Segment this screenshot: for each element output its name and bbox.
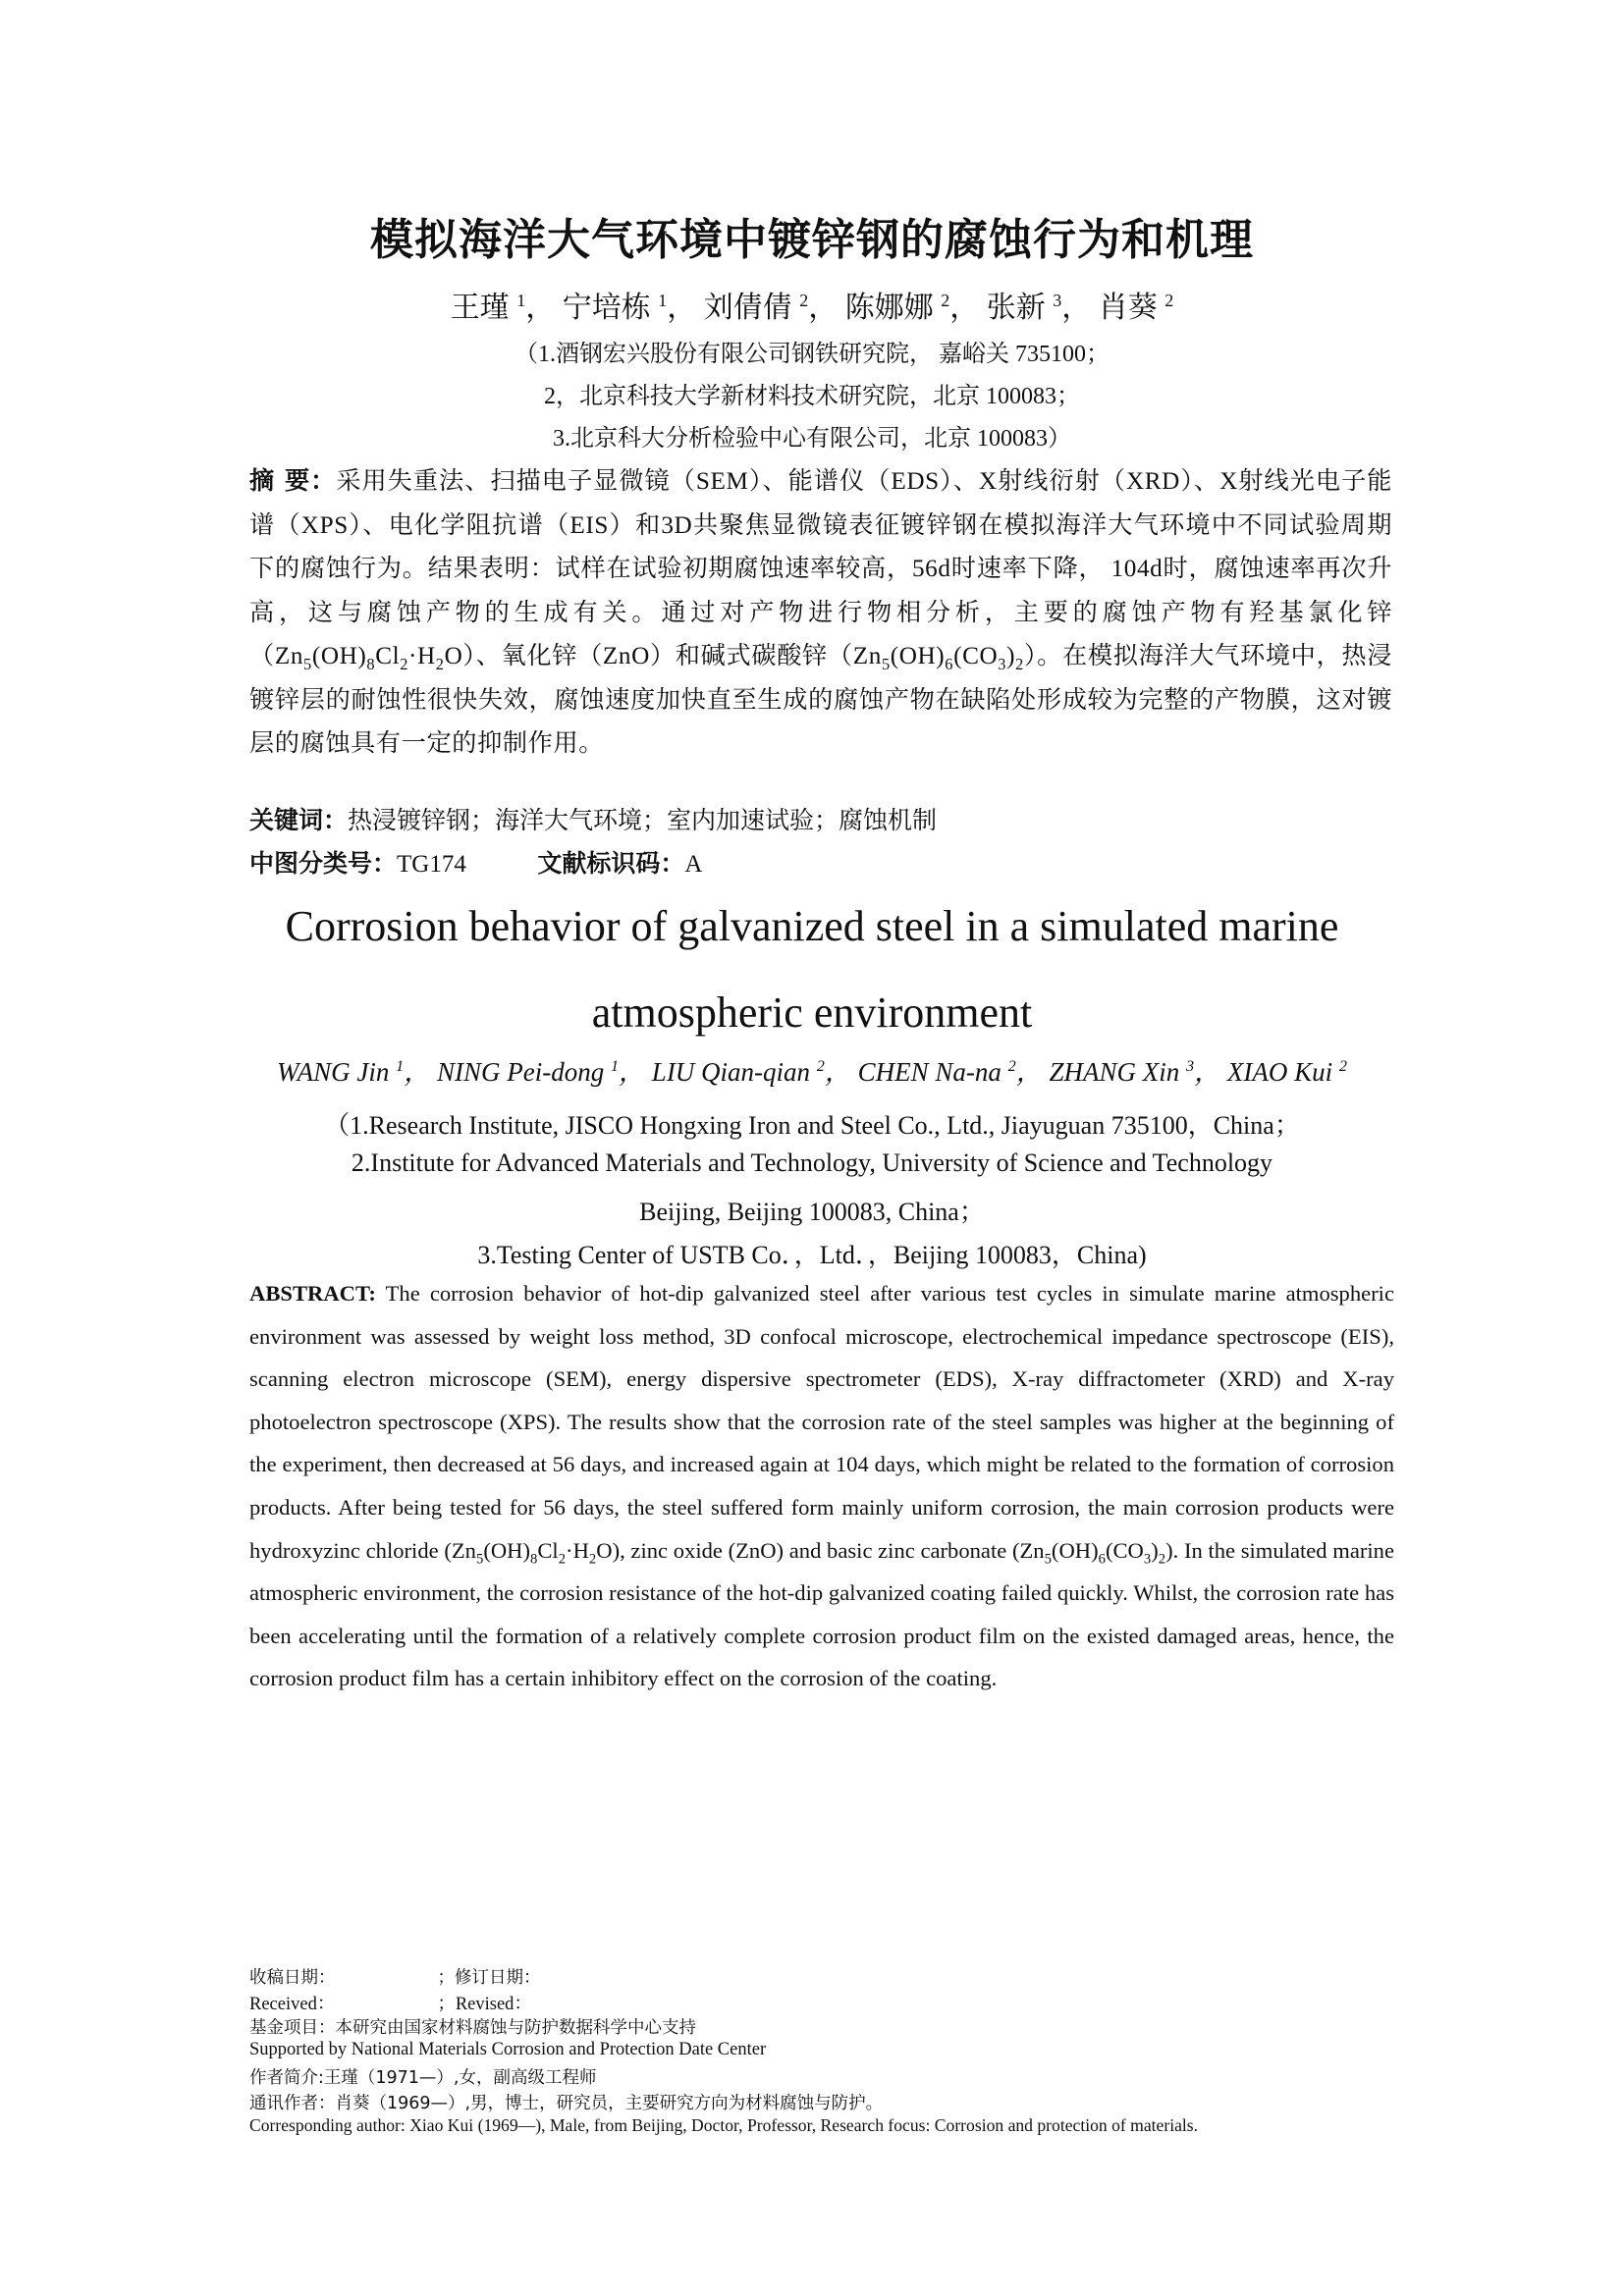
received-date-en: Received： ；Revised： bbox=[249, 1995, 532, 2014]
chinese-keywords bbox=[249, 801, 937, 836]
author-bio: 作者简介:王瑾（1971—）,女，副高级工程师 bbox=[249, 2068, 597, 2088]
formula-hydroxyzinc-chloride: $Zn_5(OH)_8Cl_2\cdot H_2O$ bbox=[451, 1537, 613, 1568]
chinese-affiliation-1: （1.酒钢宏兴股份有限公司钢铁研究院， 嘉峪关 735100； bbox=[514, 342, 1110, 367]
corresponding-author-en: Corresponding author: Xiao Kui (1969—), Male, from Beijing, Doctor, Professor, Research focus: Corrosion and protection of materials. bbox=[249, 2115, 1199, 2135]
english-title-line-2: atmospheric environment bbox=[591, 988, 1033, 1037]
author-name: ZHANG Xin bbox=[1049, 1057, 1180, 1087]
chinese-abstract-text: 采用失重法、扫描电子显微镜（SEM）、能谱仪（EDS）、X射线衍射（XRD）、X射线光电子能谱（XPS）、电化学阻抗谱（EIS）和3D共聚焦显微镜表征镀锌钢在模拟海洋大气环境中不同试验周期下的腐蚀行为。结果表明：试样在试验初期腐蚀速率较高，56d时速率下降， 104d时，腐蚀速率再次升高，这与腐蚀产物的生成有关。通过对产物进行物相分析，主要的腐蚀产物有羟基氯化锌（ bbox=[249, 468, 1392, 669]
english-abstract-label: ABSTRACT: bbox=[249, 1281, 376, 1306]
corresponding-author-cn: 通讯作者：肖葵（1969—）,男，博士，研究员，主要研究方向为材料腐蚀与防护。 bbox=[249, 2094, 884, 2113]
keywords-text: 热浸镀锌钢；海洋大气环境；室内加速试验；腐蚀机制 bbox=[348, 808, 938, 834]
author-name: 肖葵 bbox=[1098, 292, 1158, 324]
author-name: XIAO Kui bbox=[1226, 1057, 1333, 1087]
author-affiliation-mark: 1 bbox=[396, 1057, 405, 1075]
author-affiliation-mark: 3 bbox=[1186, 1057, 1195, 1075]
doc-label: 文献标识码： bbox=[537, 849, 685, 878]
author-name: 宁培栋 bbox=[562, 292, 651, 324]
chinese-affiliation-2: 2，北京科技大学新材料技术研究院，北京 100083； bbox=[544, 384, 1080, 409]
chinese-affiliation-3: 3.北京科大分析检验中心有限公司，北京 100083） bbox=[553, 426, 1071, 452]
fund-en: Supported by National Materials Corrosion and Protection Date Center bbox=[249, 2040, 767, 2059]
chinese-abstract-text: ）。在模拟海洋大气环境中，热浸镀锌层的耐蚀性很快失效，腐蚀速度加快直至生成的腐蚀产物在缺陷处形成较为完整的产物膜，这对镀层的腐蚀具有一定的抑制作用。 bbox=[249, 643, 1392, 757]
author-name: 陈娜娜 bbox=[844, 292, 934, 324]
author-name: 刘倩倩 bbox=[703, 292, 792, 324]
author-affiliation-mark: 1 bbox=[658, 291, 668, 310]
class-label: 中图分类号： bbox=[249, 849, 398, 878]
english-abstract-text: ), zinc oxide (ZnO) and basic zinc carbonate ( bbox=[612, 1537, 1020, 1563]
author-name: 王瑾 bbox=[450, 292, 510, 324]
chinese-title: 模拟海洋大气环境中镀锌钢的腐蚀行为和机理 bbox=[370, 215, 1254, 265]
english-authors: WANG Jin $^1$， NING Pei-dong $^1$， LIU Qian-qian $^2$， CHEN Na-na $^2$， ZHANG Xin $^3$， XIAO Kui $^2$ bbox=[277, 1057, 1347, 1087]
author-affiliation-mark: 2 bbox=[816, 1057, 825, 1075]
english-title-line-1: Corrosion behavior of galvanized steel in a simulated marine bbox=[285, 902, 1339, 950]
english-affiliation-2b: Beijing, Beijing 100083, China； bbox=[639, 1198, 985, 1226]
formula-basic-zinc-carbonate: $Zn_5(OH)_6(CO_3)_2$ bbox=[852, 643, 1024, 674]
formula-basic-zinc-carbonate: $Zn_5(OH)_6(CO_3)_2$ bbox=[1019, 1537, 1166, 1568]
author-affiliation-mark: 2 bbox=[799, 291, 809, 310]
author-name: 张新 bbox=[986, 292, 1046, 324]
formula-hydroxyzinc-chloride: $Zn_5(OH)_8Cl_2\cdot H_2O$ bbox=[274, 643, 463, 674]
author-name: NING Pei-dong bbox=[436, 1057, 605, 1087]
author-affiliation-mark: 1 bbox=[610, 1057, 620, 1075]
author-affiliation-mark: 1 bbox=[516, 291, 526, 310]
english-abstract-text: The corrosion behavior of hot-dip galvanized steel after various test cycles in simulate marine atmospheric environment was assessed by weight loss method, 3D confocal microscope, electrochemical impedance spectroscope (EIS), scanning electron microscope (SEM), energy dispersive spectrometer (EDS), X-ray diffractometer (XRD) and X-ray photoelectron spectroscope (XPS). The results show that the corrosion rate of the steel samples was higher at the beginning of the experiment, then decreased at 56 days, and increased again at 104 days, which might be related to the formation of corrosion products. After being tested for 56 days, the steel suffered form mainly uniform corrosion, the main corrosion products were hydroxyzinc chloride ( bbox=[249, 1281, 1394, 1563]
classification-line bbox=[249, 844, 702, 880]
author-name: LIU Qian-qian bbox=[651, 1057, 811, 1087]
chinese-abstract-label: 摘 要： bbox=[249, 466, 337, 495]
chinese-authors: 王瑾 $^1$， 宁培栋 $^1$， 刘倩倩 $^2$， 陈娜娜 $^2$， 张新 $^3$， 肖葵 $^2$ bbox=[450, 291, 1174, 324]
author-affiliation-mark: 3 bbox=[1053, 291, 1062, 310]
english-abstract bbox=[249, 1272, 1394, 1700]
author-name: WANG Jin bbox=[277, 1057, 390, 1087]
fund-cn: 基金项目：本研究由国家材料腐蚀与防护数据科学中心支持 bbox=[249, 2018, 696, 2038]
chinese-abstract-text: ）、氧化锌（ZnO）和碱式碳酸锌（ bbox=[462, 643, 853, 669]
author-affiliation-mark: 2 bbox=[1338, 1057, 1347, 1075]
class-value: TG174 bbox=[397, 851, 466, 878]
english-affiliation-2a: 2.Institute for Advanced Materials and Technology, University of Science and Technology bbox=[351, 1148, 1273, 1177]
received-date-cn: 收稿日期： ；修订日期： bbox=[249, 1968, 541, 1988]
keywords-label: 关键词： bbox=[249, 806, 349, 834]
chinese-abstract bbox=[249, 459, 1392, 767]
english-abstract-text: ). In the simulated marine atmospheric environment, the corrosion resistance of the hot-dip galvanized coating failed quickly. Whilst, the corrosion rate has been accelerating until the formation of a relatively complete corrosion product film on the existed damaged areas, hence, the corrosion product film has a certain inhibitory effect on the corrosion of the coating. bbox=[249, 1537, 1394, 1691]
author-affiliation-mark: 2 bbox=[1007, 1057, 1016, 1075]
author-affiliation-mark: 2 bbox=[941, 291, 950, 310]
author-affiliation-mark: 2 bbox=[1164, 291, 1174, 310]
english-affiliation-3: 3.Testing Center of USTB Co．，Ltd．，Beijing 100083，China) bbox=[477, 1241, 1147, 1269]
author-name: CHEN Na-na bbox=[857, 1057, 1001, 1087]
english-affiliation-1: （1.Research Institute, JISCO Hongxing Iron and Steel Co., Ltd., Jiayuguan 735100，China； bbox=[324, 1111, 1300, 1140]
doc-value: A bbox=[684, 851, 703, 878]
